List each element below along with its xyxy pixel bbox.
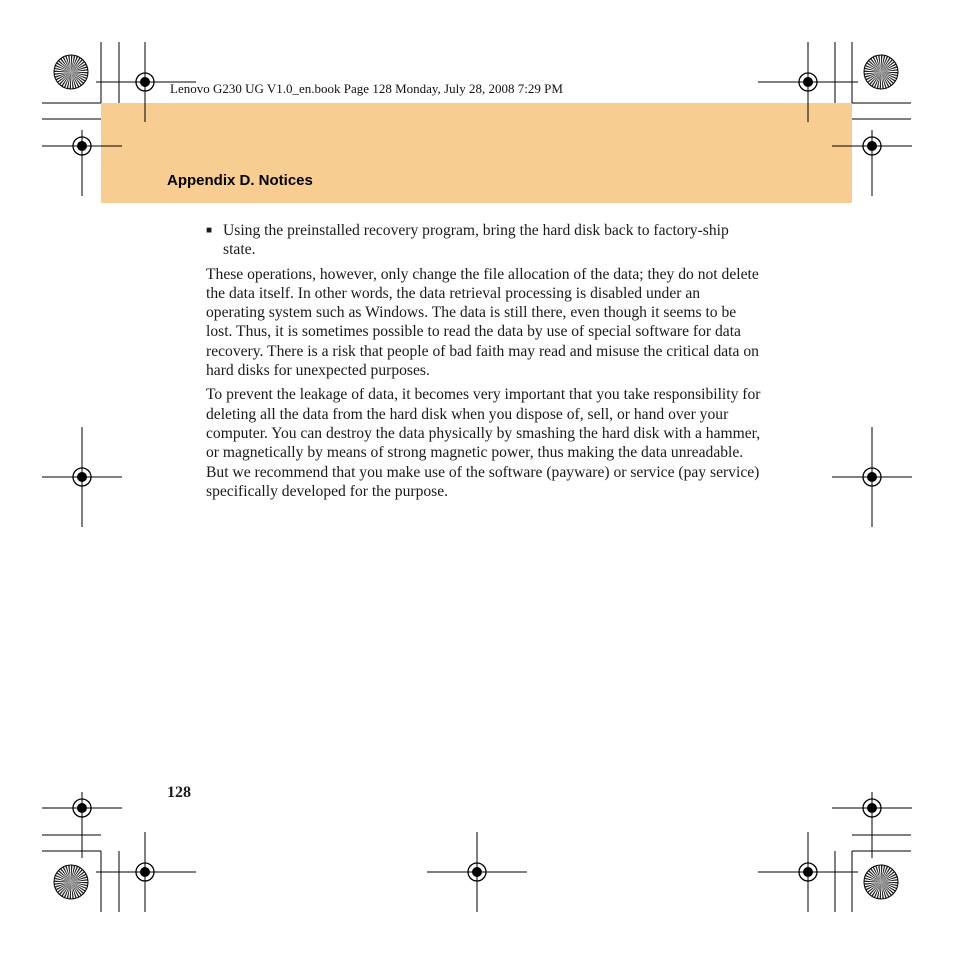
bullet-item bbox=[206, 221, 762, 260]
star-target-icon bbox=[54, 55, 88, 89]
star-target-icon bbox=[864, 865, 898, 899]
section-title: Appendix D. Notices bbox=[167, 172, 313, 189]
star-target-icon bbox=[864, 55, 898, 89]
body-text bbox=[206, 221, 762, 506]
bullet-square-icon: ■ bbox=[206, 225, 213, 236]
page-number: 128 bbox=[167, 784, 191, 801]
paragraph: To prevent the leakage of data, it becomes very important that you take responsibility for deleting all the data from the hard disk when you dispose of, sell, or hand over your computer. You can destroy the data physically by smashing the hard disk with a hammer, or magnetically by means of strong magnetic power, thus making the data unreadable. But we recommend that you make use of the software (payware) or service (pay service) specifically developed for the purpose. bbox=[206, 386, 761, 500]
star-target-icon bbox=[54, 865, 88, 899]
paragraph: These operations, however, only change the file allocation of the data; they do not delete the data itself. In other words, the data retrieval processing is disabled under an operating system such as Windows. The data is still there, even though it seems to be lost. Thus, it is sometimes possible to read the data by use of special software for data recovery. There is a risk that people of bad faith may read and misuse the critical data on hard disks for unexpected purposes. bbox=[206, 265, 759, 380]
bullet-text: Using the preinstalled recovery program, bring the hard disk back to factory-ship state. bbox=[223, 222, 729, 259]
running-header: Lenovo G230 UG V1.0_en.book Page 128 Monday, July 28, 2008 7:29 PM bbox=[170, 81, 563, 96]
